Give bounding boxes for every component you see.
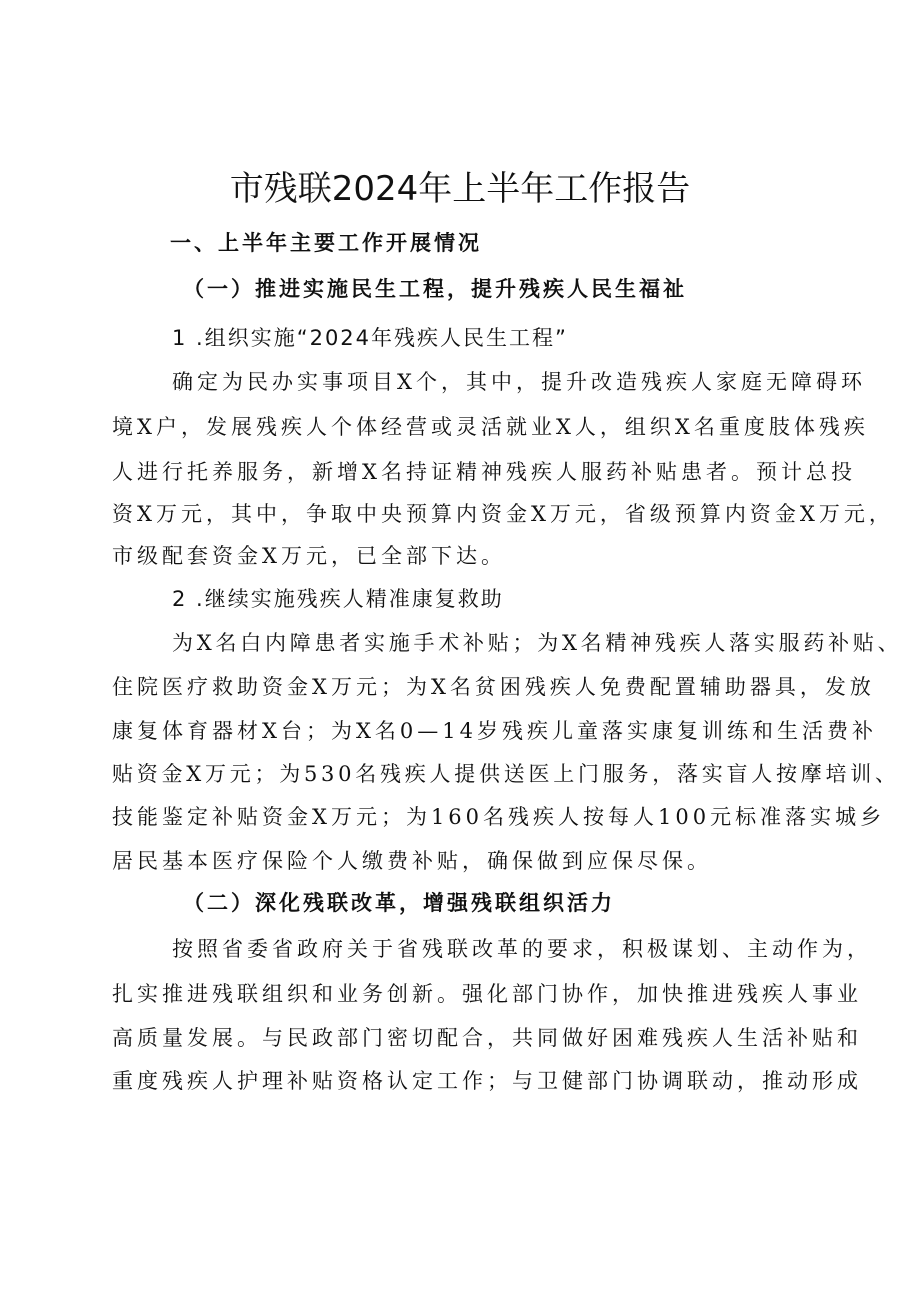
item-heading-2: 2 .继续实施残疾人精准康复救助 <box>172 587 504 611</box>
paragraph-line: 重度残疾人护理补贴资格认定工作；与卫健部门协调联动，推动形成 <box>112 1069 862 1093</box>
paragraph-line: 扎实推进残联组织和业务创新。强化部门协作，加快推进残疾人事业 <box>112 982 862 1006</box>
paragraph-line: 为X名白内障患者实施手术补贴；为X名精神残疾人落实服药补贴、 <box>172 631 903 655</box>
paragraph-line: 居民基本医疗保险个人缴费补贴，确保做到应保尽保。 <box>112 849 712 873</box>
item-heading-1: 1 .组织实施“2024年残疾人民生工程” <box>172 326 568 350</box>
paragraph-line: 市级配套资金X万元，已全部下达。 <box>112 544 506 568</box>
paragraph-line: 资X万元，其中，争取中央预算内资金X万元，省级预算内资金X万元， <box>112 502 894 526</box>
section-heading-1: 一、上半年主要工作开展情况 <box>170 231 482 255</box>
paragraph-line: 住院医疗救助资金X万元；为X名贫困残疾人免费配置辅助器具，发放 <box>112 675 875 699</box>
subsection-heading-1: （一）推进实施民生工程，提升残疾人民生福祉 <box>183 277 687 301</box>
paragraph-line: 按照省委省政府关于省残联改革的要求，积极谋划、主动作为， <box>172 937 872 961</box>
subsection-heading-2: （二）深化残联改革，增强残联组织活力 <box>183 891 615 915</box>
paragraph-line: 康复体育器材X台；为X名0—14岁残疾儿童落实康复训练和生活费补 <box>112 719 877 743</box>
paragraph-line: 高质量发展。与民政部门密切配合，共同做好困难残疾人生活补贴和 <box>112 1026 862 1050</box>
paragraph-line: 境X户，发展残疾人个体经营或灵活就业X人，组织X名重度肢体残疾 <box>112 415 869 439</box>
paragraph-line: 贴资金X万元；为530名残疾人提供送医上门服务，落实盲人按摩培训、 <box>112 762 900 786</box>
paragraph-line: 人进行托养服务，新增X名持证精神残疾人服药补贴患者。预计总投 <box>112 460 856 484</box>
paragraph-line: 技能鉴定补贴资金X万元；为160名残疾人按每人100元标准落实城乡 <box>112 805 886 829</box>
document-title: 市残联2024年上半年工作报告 <box>229 169 691 209</box>
paragraph-line: 确定为民办实事项目X个，其中，提升改造残疾人家庭无障碍环 <box>172 370 866 394</box>
